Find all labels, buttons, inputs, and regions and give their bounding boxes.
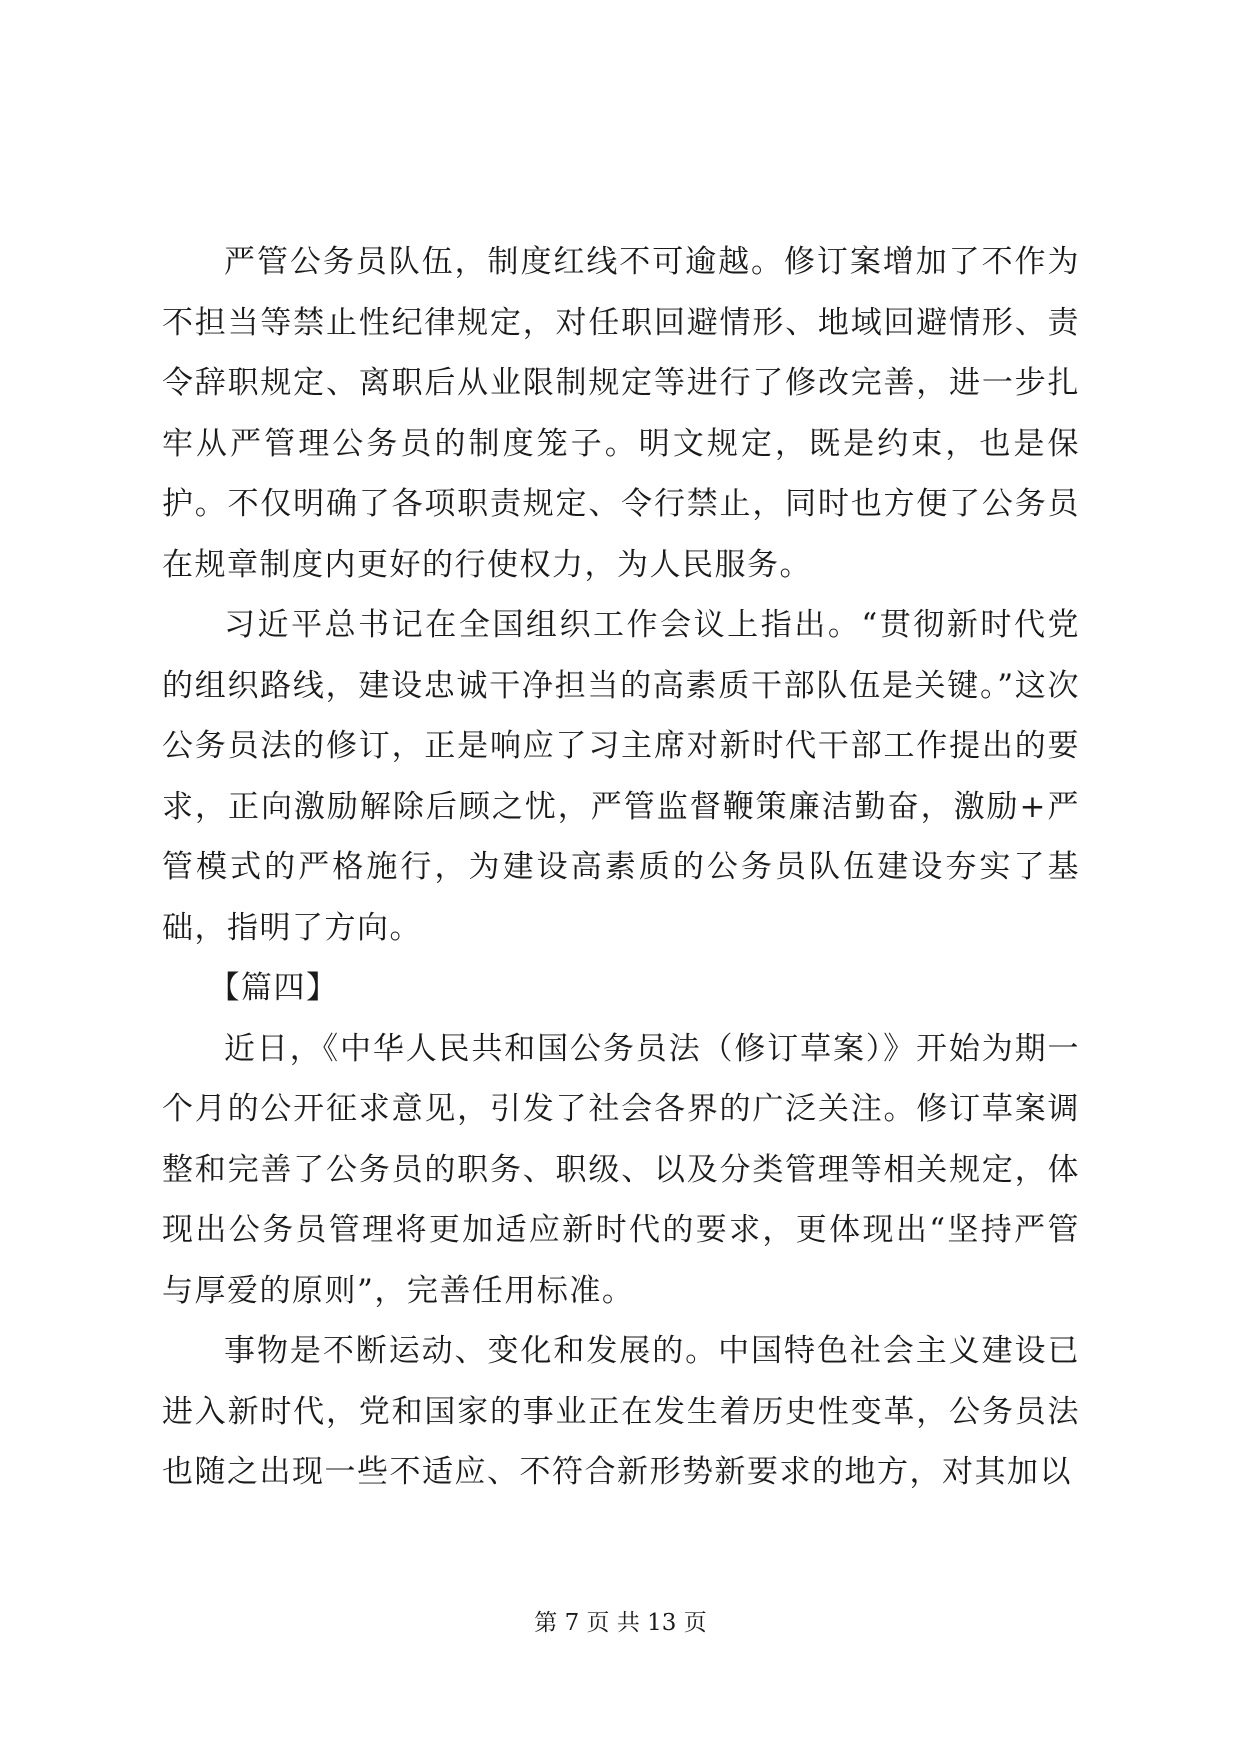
paragraph-draft-revision: 近日，《中华人民共和国公务员法（修订草案）》开始为期一个月的公开征求意见，引发了社会各界的广泛关注。修订草案调整和完善了公务员的职务、职级、以及分类管理等相关规定，体现出公务员管理将更加适应新时代的要求，更体现出“坚持严管与厚爱的原则”，完善任用标准。: [162, 1030, 1080, 1309]
document-body: [162, 232, 1080, 1503]
paragraph-xi-speech: 习近平总书记在全国组织工作会议上指出。“贯彻新时代党的组织路线，建设忠诚干净担当的高素质干部队伍是关键。”这次公务员法的修订，正是响应了习主席对新时代干部工作提出的要求，正向激励解除后顾之忧，严管监督鞭策廉洁勤奋，激励+严管模式的严格施行，为建设高素质的公务员队伍建设夯实了基础，指明了方向。: [162, 607, 1080, 946]
paragraph-strict-management: 严管公务员队伍，制度红线不可逾越。修订案增加了不作为不担当等禁止性纪律规定，对任职回避情形、地域回避情形、责令辞职规定、离职后从业限制规定等进行了修改完善，进一步扎牢从严管理公务员的制度笼子。明文规定，既是约束，也是保护。不仅明确了各项职责规定、令行禁止，同时也方便了公务员在规章制度内更好的行使权力，为人民服务。: [162, 244, 1080, 583]
paragraph-development: 事物是不断运动、变化和发展的。中国特色社会主义建设已进入新时代，党和国家的事业正在发生着历史性变革，公务员法也随之出现一些不适应、不符合新形势新要求的地方，对其加以: [162, 1333, 1080, 1490]
page-number-footer: 第 7 页 共 13 页: [534, 1610, 707, 1636]
section-heading-part-four: 【篇四】: [208, 970, 339, 1006]
